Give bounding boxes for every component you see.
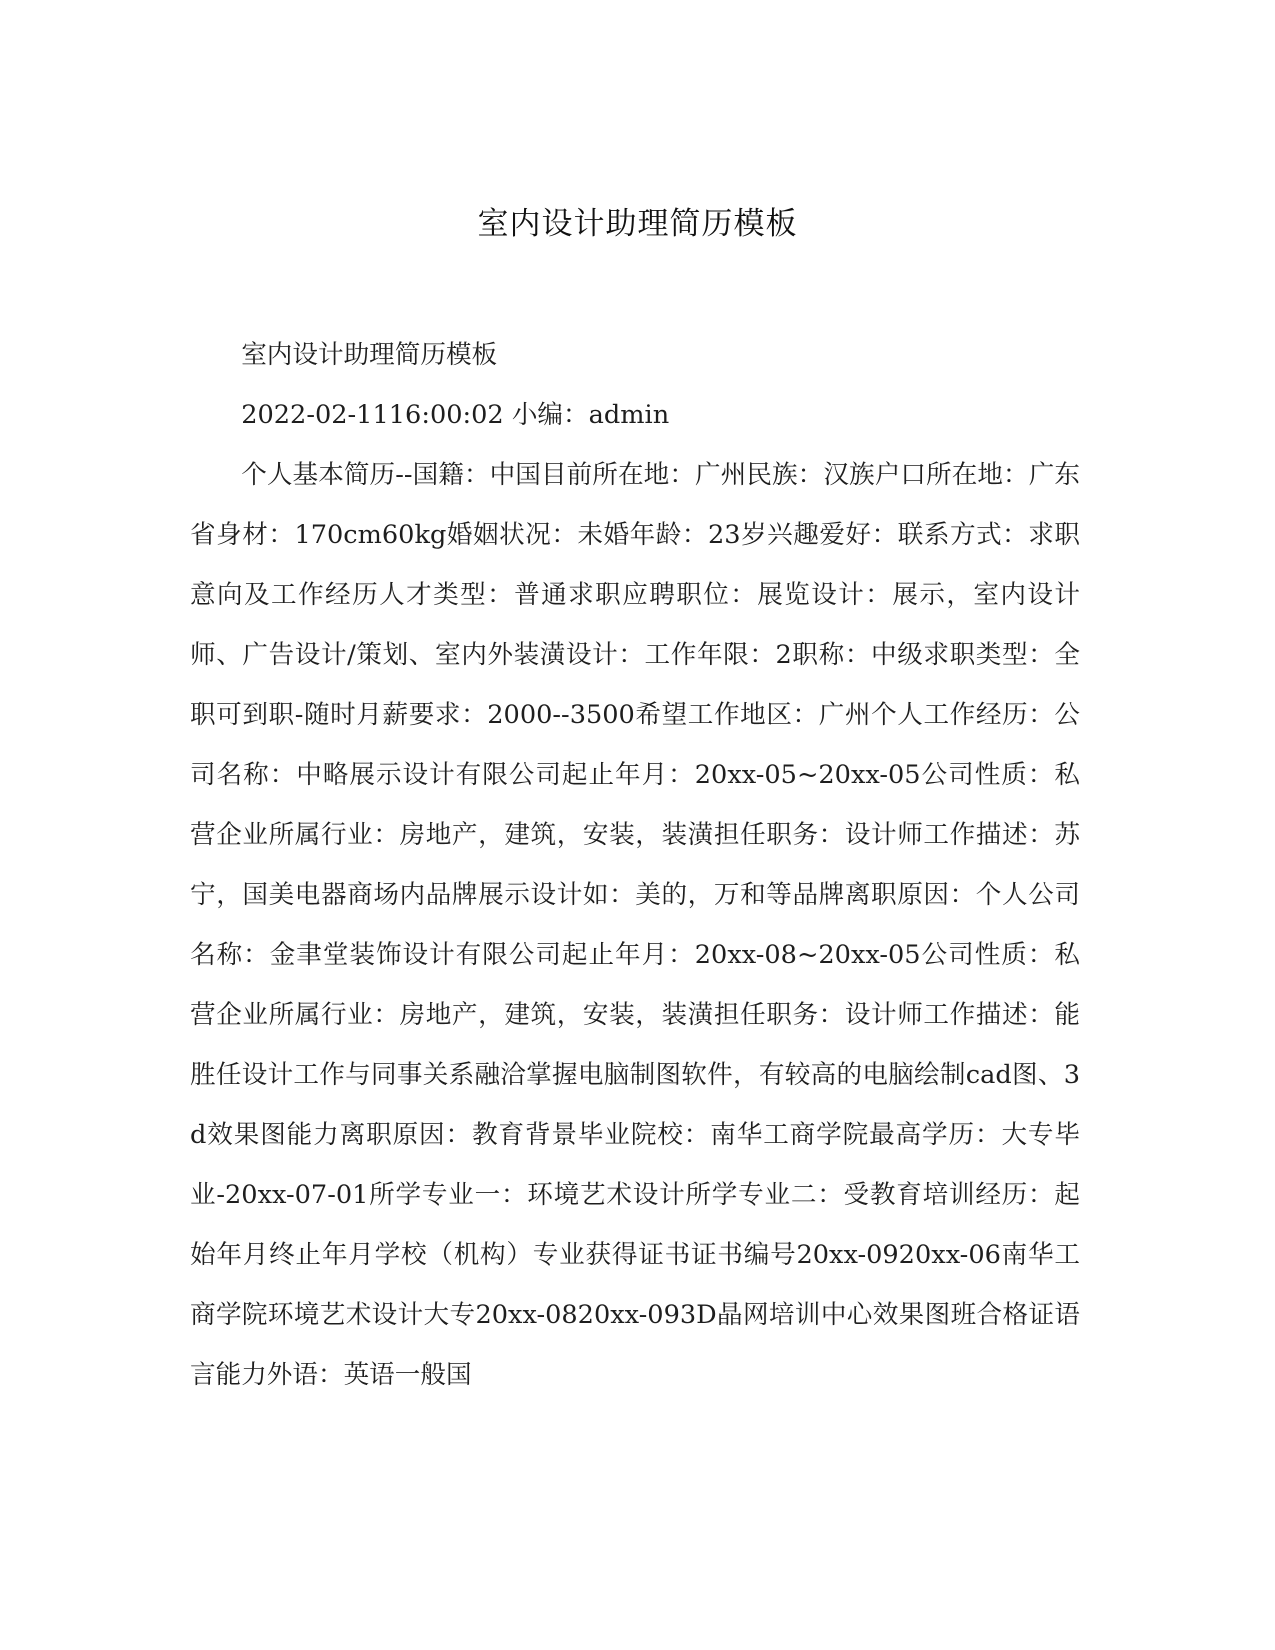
resume-body-paragraph: 个人基本简历--国籍：中国目前所在地：广州民族：汉族户口所在地：广东省身材：170cm60kg婚姻状况：未婚年龄：23岁兴趣爱好：联系方式：求职意向及工作经历人才类型：普通求职应聘职位：展览设计：展示，室内设计师、广告设计/策划、室内外装潢设计：工作年限：2职称：中级求职类型：全职可到职-随时月薪要求：2000--3500希望工作地区：广州个人工作经历：公司名称：中略展示设计有限公司起止年月：20xx-05~20xx-05公司性质：私营企业所属行业：房地产，建筑，安装，装潢担任职务：设计师工作描述：苏宁，国美电器商场内品牌展示设计如：美的，万和等品牌离职原因：个人公司名称：金聿堂装饰设计有限公司起止年月：20xx-08~20xx-05公司性质：私营企业所属行业：房地产，建筑，安装，装潢担任职务：设计师工作描述：能胜任设计工作与同事关系融洽掌握电脑制图软件，有较高的电脑绘制cad图、3d效果图能力离职原因：教育背景毕业院校：南华工商学院最高学历：大专毕业-20xx-07-01所学专业一：环境艺术设计所学专业二：受教育培训经历：起始年月终止年月学校（机构）专业获得证书证书编号20xx-0920xx-06南华工商学院环境艺术设计大专20xx-0820xx-093D晶网培训中心效果图班合格证语言能力外语：英语一般国 <box>190 460 1080 1390</box>
document-body <box>190 325 1080 1405</box>
document-title: 室内设计助理简历模板 <box>477 206 798 242</box>
subtitle-paragraph: 室内设计助理简历模板 <box>241 340 498 370</box>
meta-line: 2022-02-1116:00:02 小编：admin <box>241 400 670 430</box>
